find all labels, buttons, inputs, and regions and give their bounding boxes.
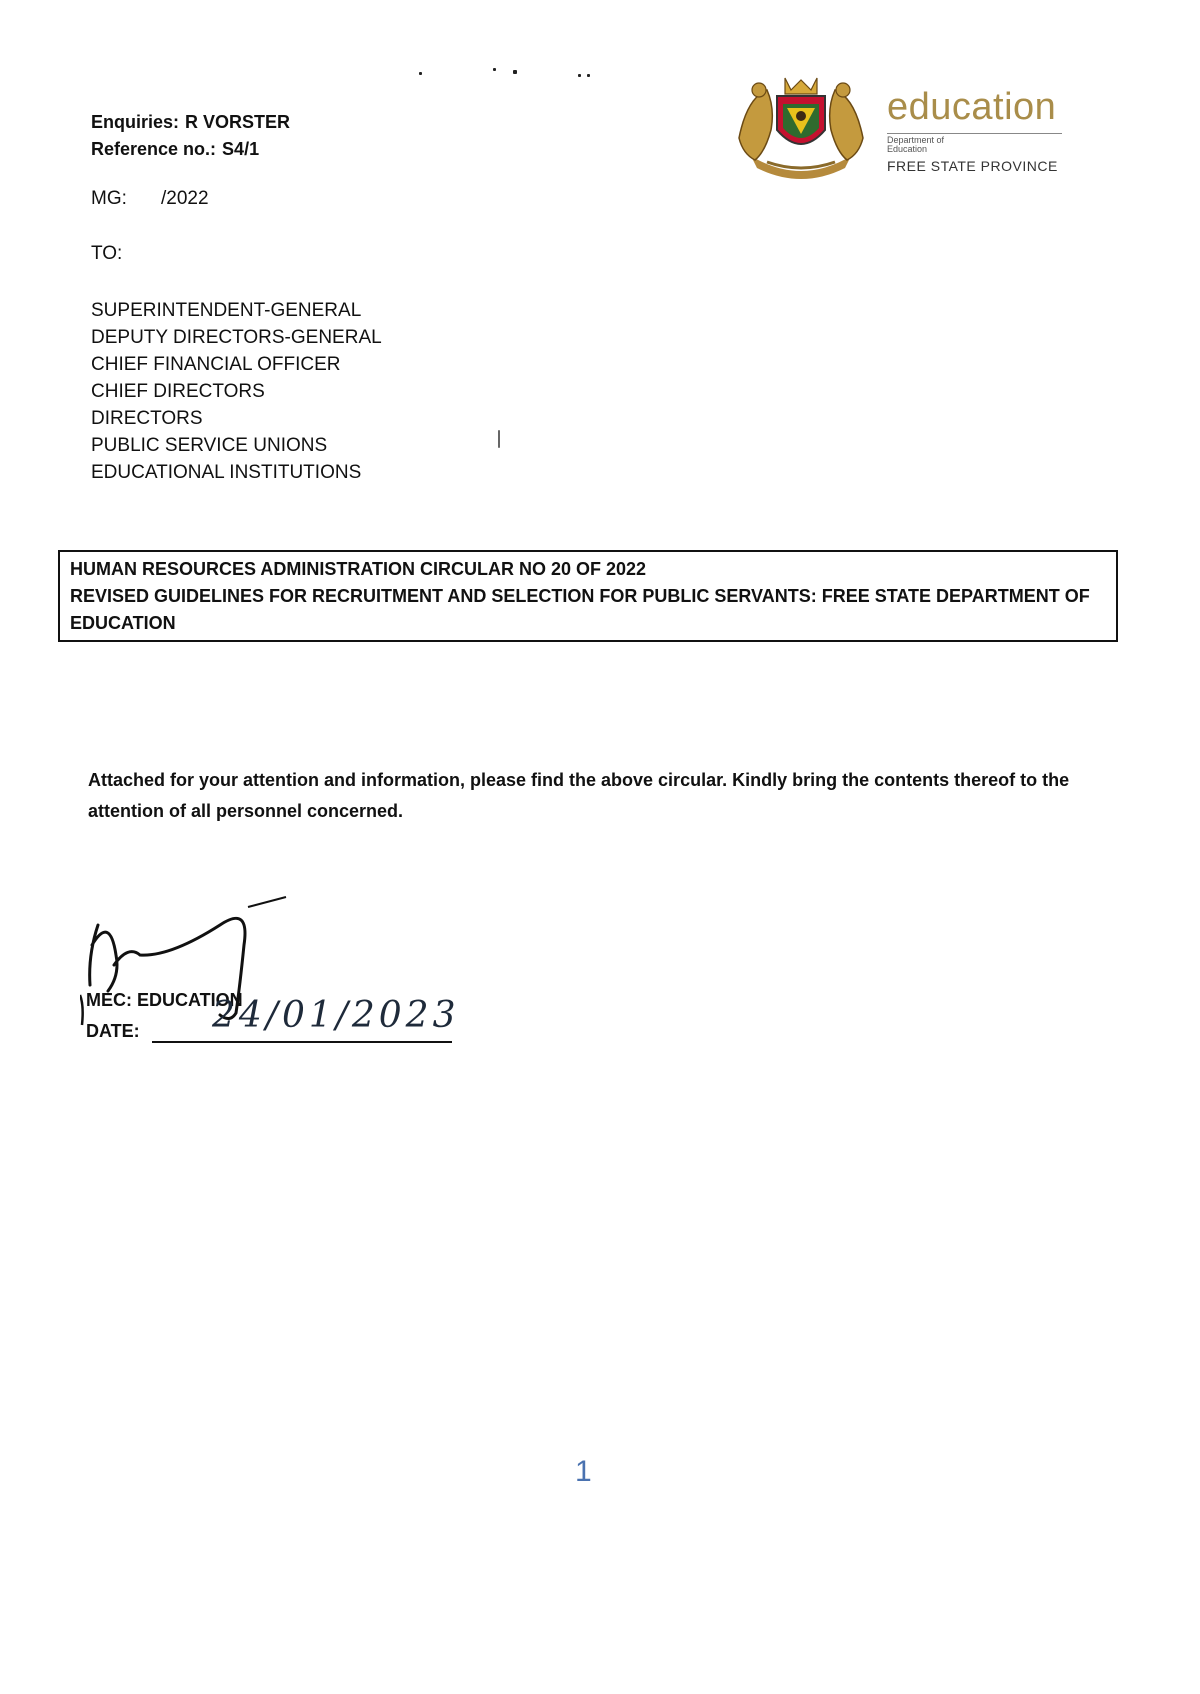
body-paragraph: Attached for your attention and information, please find the above circular. Kindly bring the contents thereof to the attention of all personnel concerned. xyxy=(88,770,1070,821)
mg-label: MG: xyxy=(91,188,127,209)
date-underline xyxy=(152,1041,452,1043)
scan-speck xyxy=(498,430,500,448)
recipient-item: DIRECTORS xyxy=(91,408,203,429)
recipient-item: CHIEF FINANCIAL OFFICER xyxy=(91,354,341,375)
subject-box xyxy=(58,550,1118,642)
reference-value: S4/1 xyxy=(222,139,260,159)
enquiries-label: Enquiries: xyxy=(91,112,180,132)
recipient-item: CHIEF DIRECTORS xyxy=(91,381,265,402)
scan-speck xyxy=(578,74,581,77)
logo-province: FREE STATE PROVINCE xyxy=(887,158,1058,174)
reference-label: Reference no.: xyxy=(91,139,217,159)
enquiries-block xyxy=(91,109,290,163)
logo-wordmark: education xyxy=(887,86,1057,128)
enquiries-value: R VORSTER xyxy=(185,112,291,132)
recipient-item: PUBLIC SERVICE UNIONS xyxy=(91,435,328,456)
subject-line-2: REVISED GUIDELINES FOR RECRUITMENT AND SELECTION FOR PUBLIC SERVANTS: FREE STATE DEPARTMENT OF EDUCATION xyxy=(70,586,1090,633)
logo-department-line2: Education xyxy=(887,144,928,154)
reference-line xyxy=(91,136,290,163)
scan-speck xyxy=(513,70,517,74)
department-logo xyxy=(737,68,1072,183)
recipient-item: DEPUTY DIRECTORS-GENERAL xyxy=(91,327,382,348)
signoff-title: MEC: EDUCATION xyxy=(86,990,243,1010)
recipient-item: EDUCATIONAL INSTITUTIONS xyxy=(91,462,362,483)
scan-speck xyxy=(587,74,590,77)
scan-speck xyxy=(419,72,422,75)
scan-speck xyxy=(493,68,496,71)
recipient-item: SUPERINTENDENT-GENERAL xyxy=(91,300,362,321)
date-label: DATE: xyxy=(86,1021,140,1041)
handwritten-date: 24/01/2023 xyxy=(212,995,460,1036)
recipient-list xyxy=(91,297,382,486)
page-number: 1 xyxy=(575,1455,592,1488)
enquiries-line xyxy=(91,109,290,136)
logo-department xyxy=(887,136,944,154)
mg-line xyxy=(91,188,209,210)
coat-of-arms-icon xyxy=(737,68,865,183)
logo-divider xyxy=(887,133,1062,134)
mg-value: /2022 xyxy=(161,188,209,209)
subject-line-1: HUMAN RESOURCES ADMINISTRATION CIRCULAR NO 20 OF 2022 xyxy=(70,559,647,579)
to-label: TO: xyxy=(91,243,123,264)
logo-department-line1: Department of xyxy=(887,135,945,145)
